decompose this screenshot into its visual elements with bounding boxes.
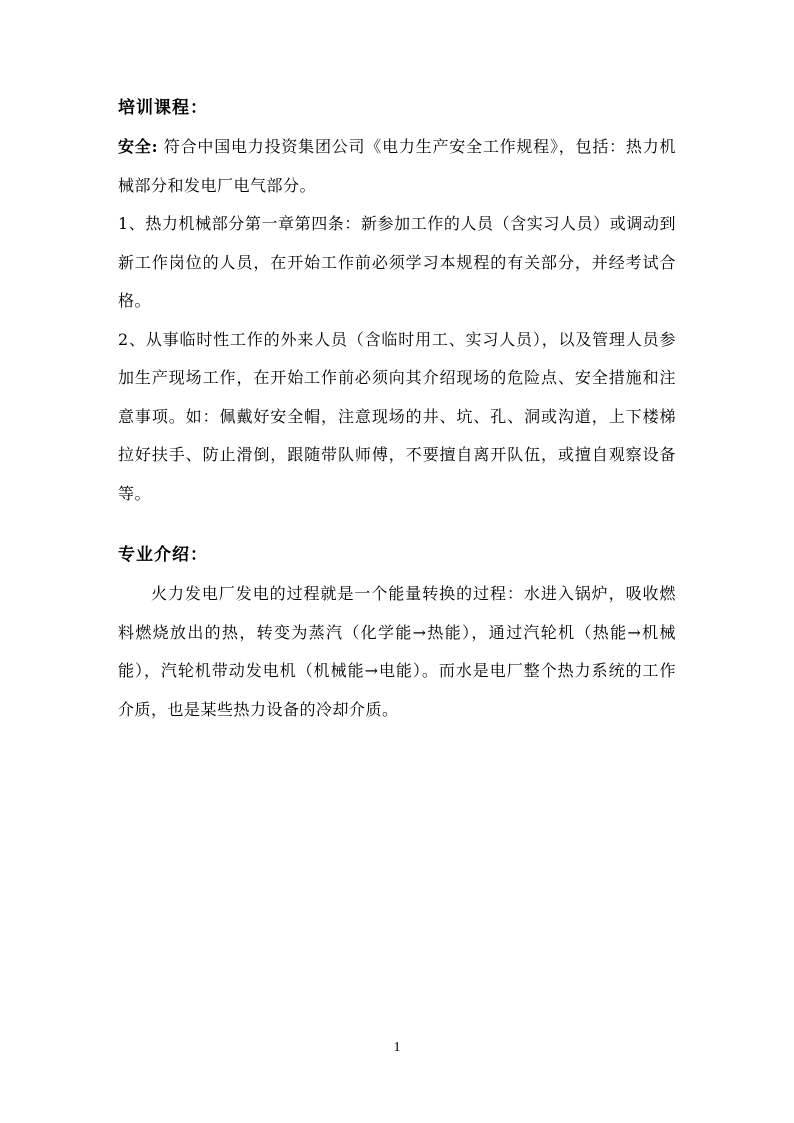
safety-text: 符合中国电力投资集团公司《电力生产安全工作规程》，包括：热力机械部分和发电厂电气部分。 <box>118 137 676 195</box>
major-intro-heading: 专业介绍： <box>118 545 208 565</box>
training-course-heading: 培训课程： <box>118 98 208 118</box>
major-intro-paragraph: 火力发电厂发电的过程就是一个能量转换的过程：水进入锅炉，吸收燃料燃烧放出的热，转变为蒸汽（化学能→热能），通过汽轮机（热能→机械能），汽轮机带动发电机（机械能→电能）。而水是电厂整个热力系统的工作介质，也是某些热力设备的冷却介质。 <box>118 584 676 719</box>
page-content <box>118 96 676 729</box>
safety-paragraph <box>118 128 676 205</box>
page-number: 1 <box>393 1040 401 1055</box>
rule-item-2: 2、从事临时性工作的外来人员（含临时用工、实习人员），以及管理人员参加生产现场工作，在开始工作前必须向其介绍现场的危险点、安全措施和注意事项。如：佩戴好安全帽，注意现场的井、坑、孔、洞或沟道，上下楼梯拉好扶手、防止滑倒，跟随带队师傅，不要擅自离开队伍，或擅自观察设备等。 <box>118 329 676 503</box>
rule-item-1: 1、热力机械部分第一章第四条：新参加工作的人员（含实习人员）或调动到新工作岗位的人员，在开始工作前必须学习本规程的有关部分，并经考试合格。 <box>118 214 676 310</box>
section-spacer <box>118 513 676 543</box>
safety-lead: 安全: <box>118 137 158 156</box>
